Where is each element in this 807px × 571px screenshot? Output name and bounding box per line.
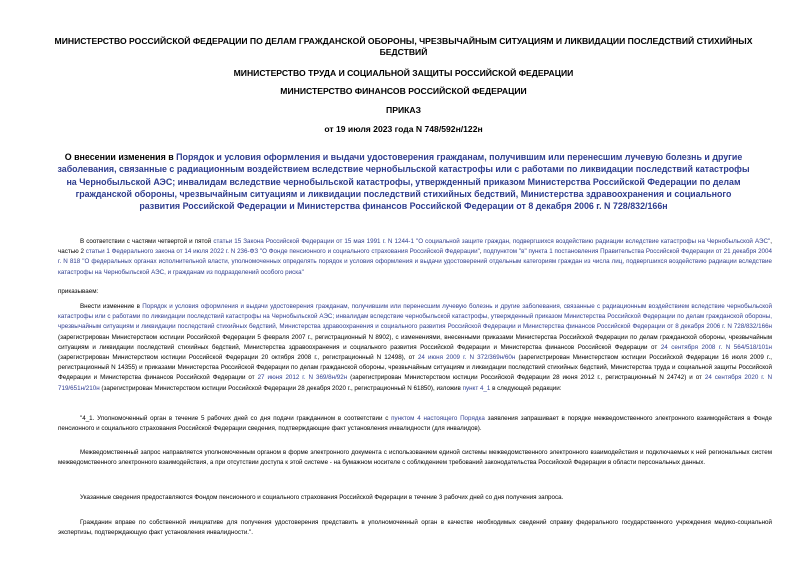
procedure-link[interactable]: Порядок и условия оформления и выдачи удостоверения гражданам, получившим или перенесшим лучевую болезнь и другие заболевания, связанные с радиационным воздействием вследствие чернобыльской катастрофы или с работами по ликвидации последствий катастрофы на Чернобыльской АЭС; инвалидам вследствие чернобыльской катастрофы, утвержденный приказом Министерства Российской Федерации по делам гражданской обороны, чрезвычайным ситуациям и ликвидации последствий стихийных бедствий, Министерства здравоохранения и социального развития Российской Федерации и Министерства финансов Российской Федерации от 8 декабря 2006 г. N 728/832/166н [57, 152, 750, 212]
item-4-1-link[interactable]: пункт 4_1 [462, 384, 491, 392]
ministry-emercom-heading: МИНИСТЕРСТВО РОССИЙСКОЙ ФЕДЕРАЦИИ ПО ДЕЛАМ ГРАЖДАНСКОЙ ОБОРОНЫ, ЧРЕЗВЫЧАЙНЫМ СИТУАЦИЯМ И ЛИКВИДАЦИИ ПОСЛЕДСТВИЙ СТИХИЙНЫХ БЕДСТВИЙ [54, 36, 753, 57]
order-2012-link[interactable]: 27 июня 2012 г. N 369/8н/92н [257, 374, 348, 382]
preamble-text-2: , частью 2 [58, 238, 772, 256]
procedure-link-2[interactable]: Порядок и условия оформления и выдачи удостоверения гражданам, получившим или перенесшим лучевую болезнь и другие заболевания, связанные с радиационным воздействием вследствие чернобыльской катастрофы или с работами по ликвидации последствий катастрофы на Чернобыльской АЭС; инвалидам вследствие чернобыльской катастрофы, утвержденный приказом Министерства Российской Федерации по делам гражданской обороны, чрезвычайным ситуациям и ликвидации последствий стихийных бедствий, Министерства здравоохранения и социального развития Российской Федерации и Министерства финансов Российской Федерации от 8 декабря 2006 г. N 728/832/166н [58, 303, 772, 331]
preamble-text-1: В соответствии с частями четвертой и пятой [80, 238, 214, 245]
item-4-1-text-2: заявления запрашивает в порядке межведомственного электронного взаимодействия в Фонде пенсионного и социального страхования Российской Федерации сведения, подтверждающие факт установления инвалидности (для инвалидов). [58, 415, 772, 433]
order-2020-link[interactable]: 24 сентября 2020 г. N 719/651н/210н [58, 374, 772, 392]
amendment-text-7: в следующей редакции: [490, 384, 562, 392]
item-4-1-paragraph [58, 414, 772, 434]
amendment-text-2: (зарегистрирован Министерством юстиции Российской Федерации 5 февраля 2007 г., регистрационный N 8902), с изменениями, внесенными приказами Министерства Российской Федерации по делам гражданской обороны, чрезвычайным ситуациям и ликвидации последствий стихийных бедствий, Министерства здравоохранения и социального развития Российской Федерации и Министерства финансов Российской Федерации от [58, 333, 772, 351]
amendment-text-6: (зарегистрирован Министерством юстиции Российской Федерации 28 декабря 2020 г., регистрационный N 61850), изложив [99, 384, 463, 392]
ministry-finance-heading: МИНИСТЕРСТВО ФИНАНСОВ РОССИЙСКОЙ ФЕДЕРАЦИИ [280, 86, 527, 96]
law-1244-1-link[interactable]: статьи 15 Закона Российской Федерации от 15 мая 1991 г. N 1244-1 "О социальной защите граждан, подвергшихся воздействию радиации вследствие катастрофы на Чернобыльской АЭС" [213, 238, 771, 245]
law-236-fz-link[interactable]: статьи 1 Федерального закона от 14 июля 2022 г. N 236-ФЗ "О Фонде пенсионного и социального страхования Российской Федерации" [85, 248, 480, 256]
item-4-link[interactable]: пунктом 4 настоящего Порядка [391, 415, 485, 422]
amendment-paragraph [58, 302, 772, 394]
order-word: приказываем: [58, 288, 99, 295]
ministry-labor-heading: МИНИСТЕРСТВО ТРУДА И СОЦИАЛЬНОЙ ЗАЩИТЫ РОССИЙСКОЙ ФЕДЕРАЦИИ [233, 68, 574, 78]
amendment-text-3: (зарегистрирован Министерством юстиции Российской Федерации 20 октября 2008 г., регистрационный N 12498), от [58, 354, 418, 362]
interagency-request-paragraph: Межведомственный запрос направляется уполномоченным органом в форме электронного документа с использованием единой системы межведомственного электронного взаимодействия и подключаемых к ней региональных систем межведомственного электронного взаимодействия, а при отсутствии доступа к этой системе - на бумажном носителе с соблюдением требований законодательства Российской Федерации в области персональных данных. [58, 449, 772, 467]
order-date-number: от 19 июля 2023 года N 748/592н/122н [324, 124, 483, 134]
order-2008-link[interactable]: 24 сентября 2008 г. N 564/518/101н [660, 343, 772, 351]
fund-info-paragraph: Указанные сведения предоставляются Фондом пенсионного и социального страхования Российской Федерации в течение 3 рабочих дней со дня получения запроса. [80, 494, 564, 501]
preamble-text-3: , [479, 248, 484, 256]
amendment-text-1: Внести изменение в [80, 303, 143, 310]
preamble-paragraph [58, 237, 772, 278]
citizen-right-paragraph: Гражданин вправе по собственной инициативе для получения удостоверения представить в уполномоченный орган в качестве необходимых сведений справку федерального государственного учреждения медико-социальной экспертизы, подтверждающую факт установления инвалидности.". [58, 519, 772, 537]
amendment-text-4: (зарегистрирован Министерством юстиции Российской Федерации 16 июля 2009 г., регистрационный N 14355) и приказами Министерства Российской Федерации по делам гражданской обороны, чрезвычайным ситуациям и ликвидации последствий стихийных бедствий, Министерства труда и социальной защиты Российской Федерации и Министерства финансов Российской Федерации от [58, 354, 772, 382]
order-title-prefix: О внесении изменения в [64, 152, 177, 162]
amendment-text-5: (зарегистрирован Министерством юстиции Российской Федерации 28 июня 2012 г., регистрационный N 24742) и от [347, 374, 705, 382]
document-type-heading: ПРИКАЗ [386, 105, 421, 115]
item-4-1-text-1: "4_1. Уполномоченный орган в течение 5 рабочих дней со дня подачи гражданином в соответствии с [80, 415, 392, 422]
order-2009-link[interactable]: 24 июня 2009 г. N 372/369н/60н [417, 354, 516, 362]
order-title [55, 151, 752, 212]
resolution-818-link[interactable]: подпунктом "в" пункта 1 постановления Правительства Российской Федерации от 21 декабря 2004 г. N 818 "О федеральных органах исполнительной власти, уполномоченных определять порядок и условия оформления и выдачи удостоверений отдельным категориям граждан из числа лиц, подвергшихся воздействию радиации вследствие катастрофы на Чернобыльской АЭС, и гражданам из подразделений особого риска" [58, 248, 772, 276]
